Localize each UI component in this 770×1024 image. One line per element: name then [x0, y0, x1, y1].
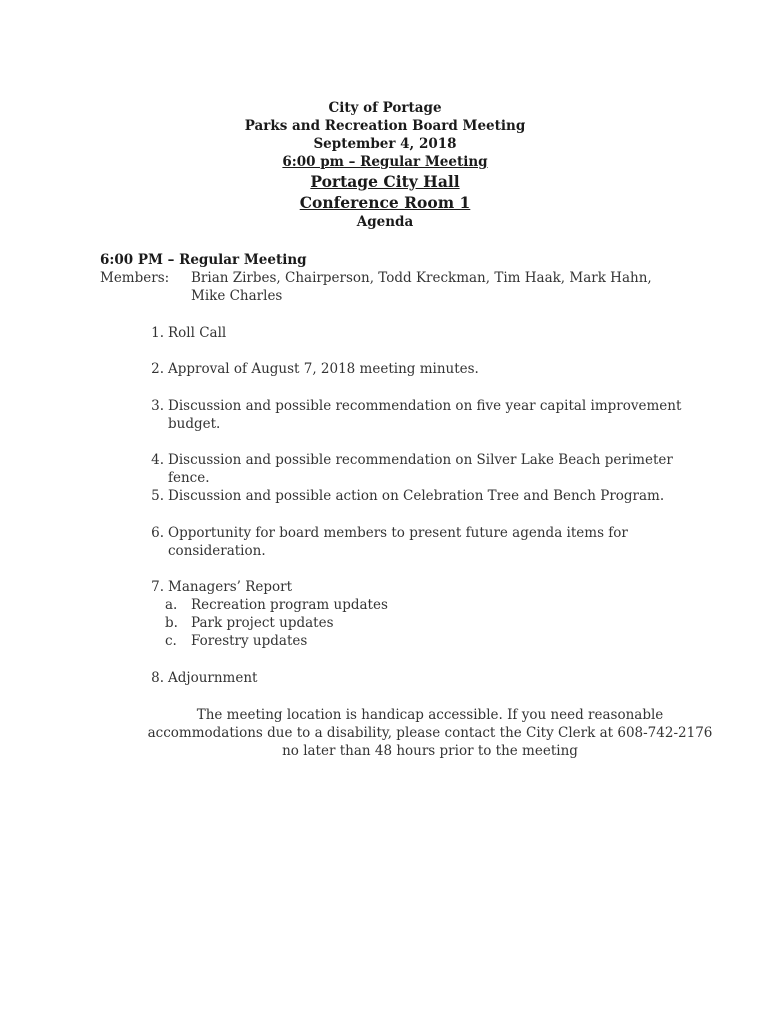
subitem-text: Recreation program updates [191, 597, 388, 613]
meeting-room: Conference Room 1 [299, 193, 471, 212]
members-label: Members: [100, 270, 170, 286]
item-text: Adjournment [168, 670, 258, 686]
members-list [191, 269, 661, 305]
agenda-header [0, 99, 770, 231]
item-number: 4. [151, 452, 164, 468]
board-name: Parks and Recreation Board Meeting [244, 118, 526, 134]
item-number: 2. [151, 361, 164, 377]
notice-line: no later than 48 hours prior to the meeting [282, 743, 578, 759]
item-number: 3. [151, 398, 164, 414]
item-line: Opportunity for board members to present future agenda items for [168, 525, 628, 541]
item-text: Managers’ Report [168, 579, 293, 595]
item-number: 6. [151, 525, 164, 541]
meeting-date: September 4, 2018 [313, 136, 457, 152]
meeting-time: 6:00 pm – Regular Meeting [282, 154, 488, 170]
item-line: Discussion and possible recommendation on five year capital improvement [168, 398, 682, 414]
org-name: City of Portage [328, 100, 442, 116]
item-text: Discussion and possible action on Celebration Tree and Bench Program. [168, 488, 665, 504]
accessibility-notice [45, 706, 770, 760]
members-line: Brian Zirbes, Chairperson, Todd Kreckman, Tim Haak, Mark Hahn, [191, 270, 652, 286]
item-text: Roll Call [168, 325, 227, 341]
subitem-text: Forestry updates [191, 633, 308, 649]
item-number: 8. [151, 670, 164, 686]
item-text: Approval of August 7, 2018 meeting minutes. [168, 361, 479, 377]
item-number: 5. [151, 488, 164, 504]
subitem-letter: b. [165, 615, 178, 631]
doc-type: Agenda [356, 214, 414, 230]
subitem-letter: a. [165, 597, 178, 613]
section-heading: 6:00 PM – Regular Meeting [100, 252, 307, 268]
item-number: 1. [151, 325, 164, 341]
item-line: consideration. [168, 543, 266, 559]
notice-line: The meeting location is handicap accessible. If you need reasonable [196, 707, 664, 723]
meeting-location: Portage City Hall [310, 172, 460, 191]
members-line: Mike Charles [191, 288, 283, 304]
subitem-letter: c. [165, 633, 177, 649]
notice-line: accommodations due to a disability, please contact the City Clerk at 608-742-2176 [147, 725, 713, 741]
item-text: Discussion and possible recommendation on Silver Lake Beach perimeter fence. [168, 452, 673, 486]
item-number: 7. [151, 579, 164, 595]
item-text [168, 397, 698, 433]
item-text [168, 524, 698, 560]
subitem-text: Park project updates [191, 615, 334, 631]
item-line: budget. [168, 416, 221, 432]
